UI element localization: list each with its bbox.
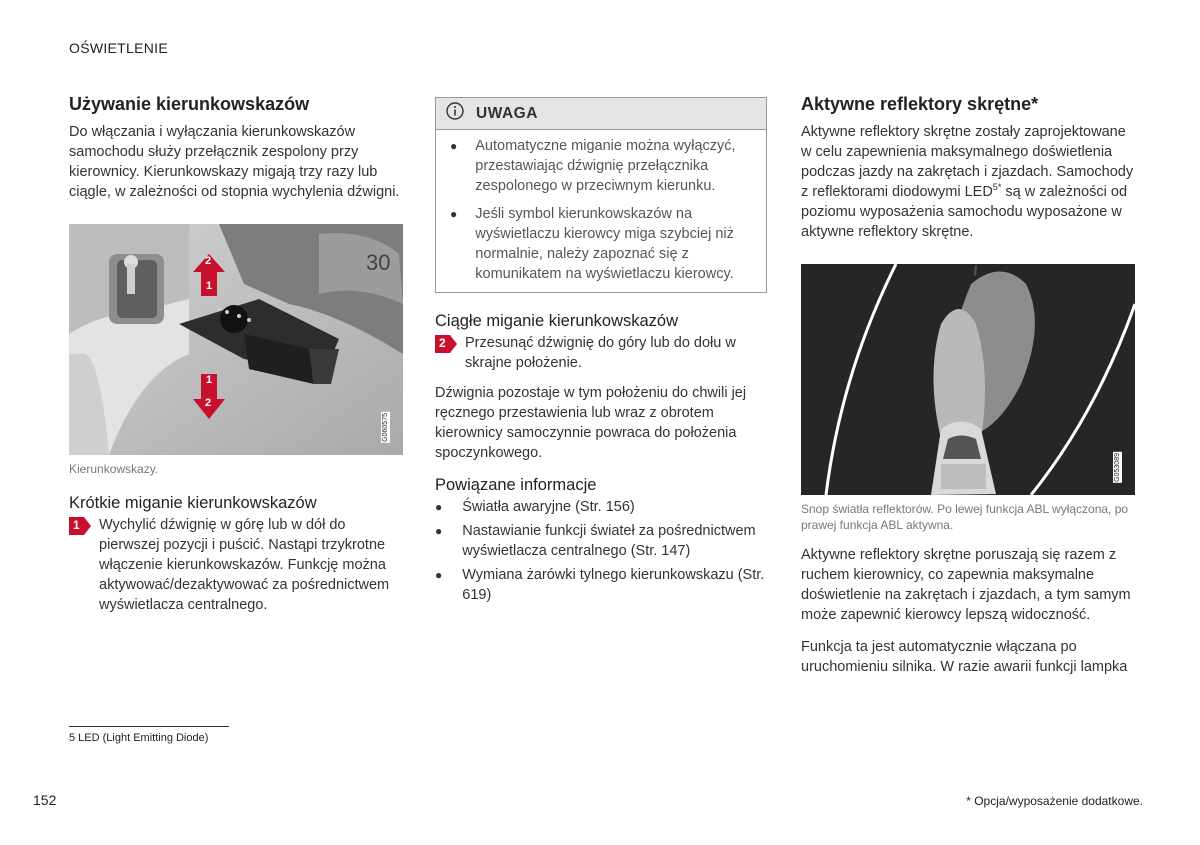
short-blink-text: Wychylić dźwignię w górę lub w dół do pierwszej pozycji i puścić. Nastąpi trzykrotne włączenie kierunkowskazów. Funkcję można aktywować/dezaktywować za pośrednictwem wyświetlacza centralnego.	[99, 517, 390, 613]
headlight-beam-illustration	[801, 264, 1135, 495]
related-item[interactable]	[435, 565, 767, 605]
step-2-icon	[435, 335, 457, 353]
related-list	[435, 497, 767, 605]
note-bullet-text: Automatyczne miganie można wyłączyć, przestawiając dźwignię przełącznika zespolonego w przeciwnym kierunku.	[475, 138, 736, 194]
continuous-blink-paragraph: Dźwignia pozostaje w tym położeniu do chwili jej ręcznego przestawienia lub wraz z obrotem kierownicy samoczynnie powraca do położenia spoczynkowego.	[435, 385, 747, 461]
note-bullet	[450, 204, 752, 284]
bending-lights-paragraph-1: Aktywne reflektory skrętne poruszają się razem z ruchem kierownicy, co zapewnia maksymalne doświetlenie na zakrętach i zjazdach, a tym samym może zapewnić kierowcy lepszą widoczność.	[801, 547, 1131, 623]
note-bullet	[450, 136, 752, 196]
arrow-up-label-1: 1	[206, 280, 213, 292]
step-1-icon	[69, 517, 91, 535]
related-info-title: Powiązane informacje	[435, 476, 597, 494]
related-item-text[interactable]: Nastawianie funkcji świateł za pośrednictwem wyświetlacza centralnego (Str. 147)	[462, 523, 756, 559]
middle-column	[435, 97, 767, 609]
note-title: UWAGA	[476, 104, 538, 122]
figure-caption: Kierunkowskazy.	[69, 462, 159, 476]
speedometer-value: 30	[366, 250, 391, 275]
note-body	[436, 130, 766, 292]
bullet-icon: ●	[450, 207, 458, 221]
continuous-blink-step	[435, 333, 767, 373]
info-icon	[446, 102, 464, 125]
turn-signals-intro: Do włączania i wyłączania kierunkowskazów samochodu służy przełącznik zespolony przy kierownicy. Kierunkowskazy migają trzy razy lub ciągle, w zależności od stopnia wychylenia dźwigni.	[69, 124, 400, 200]
related-item[interactable]	[435, 521, 767, 561]
option-note: * Opcja/wyposażenie dodatkowe.	[966, 794, 1143, 808]
figure-code: G060575	[382, 413, 389, 442]
related-item-text[interactable]: Światła awaryjne (Str. 156)	[462, 499, 635, 515]
continuous-blink-text: Przesunąć dźwignię do góry lub do dołu w skrajne położenie.	[465, 335, 736, 371]
turn-signal-stalk-figure	[69, 224, 403, 455]
bullet-icon: ●	[450, 139, 458, 153]
left-column	[69, 92, 404, 615]
arrow-down-label-1: 1	[206, 374, 213, 386]
continuous-blink-title: Ciągłe miganie kierunkowskazów	[435, 312, 679, 330]
footnote-divider	[69, 726, 229, 727]
section-header: OŚWIETLENIE	[69, 40, 168, 56]
headlight-beam-figure	[801, 264, 1135, 495]
bullet-icon: ●	[435, 500, 443, 514]
turn-signals-title: Używanie kierunkowskazów	[69, 94, 310, 114]
figure-caption: Snop światła reflektorów. Po lewej funkcja ABL wyłączona, po prawej funkcja ABL aktywna.	[801, 502, 1129, 532]
short-blink-step	[69, 515, 404, 615]
note-header	[436, 98, 766, 130]
bullet-icon: ●	[435, 568, 443, 582]
turn-signal-stalk-illustration	[69, 224, 403, 455]
bullet-icon: ●	[435, 524, 443, 538]
short-blink-title: Krótkie miganie kierunkowskazów	[69, 494, 317, 512]
active-bending-lights-title: Aktywne reflektory skrętne*	[801, 94, 1039, 114]
related-item[interactable]	[435, 497, 767, 517]
arrow-up-label-2: 2	[205, 255, 212, 267]
step-1-number: 1	[73, 518, 80, 532]
arrow-down-label-2: 2	[205, 397, 212, 409]
figure-code: G053089	[1114, 453, 1121, 482]
related-item-text[interactable]: Wymiana żarówki tylnego kierunkowskazu (Str. 619)	[462, 567, 765, 603]
note-box	[435, 97, 767, 293]
active-bending-lights-intro: Aktywne reflektory skrętne zostały zaprojektowane w celu zapewnienia maksymalnego doświetlenia podczas jazdy na zakrętach i zjazdach. Samochody z reflektorami diodowymi $LED^{5*}$ są w zależności od poziomu wyposażenia samochodu wyposażone w aktywne reflektory skrętne.	[801, 124, 1134, 240]
footnote: 5 LED (Light Emitting Diode)	[69, 732, 209, 744]
page-number: 152	[33, 792, 57, 808]
note-bullet-text: Jeśli symbol kierunkowskazów na wyświetlaczu kierowcy miga szybciej niż normalnie, należy zapoznać się z komunikatem na wyświetlaczu kierowcy.	[475, 206, 734, 282]
right-column	[801, 92, 1136, 677]
step-2-number: 2	[439, 336, 446, 350]
bending-lights-paragraph-2: Funkcja ta jest automatycznie włączana po uruchomieniu silnika. W razie awarii funkcji lampka	[801, 639, 1128, 675]
